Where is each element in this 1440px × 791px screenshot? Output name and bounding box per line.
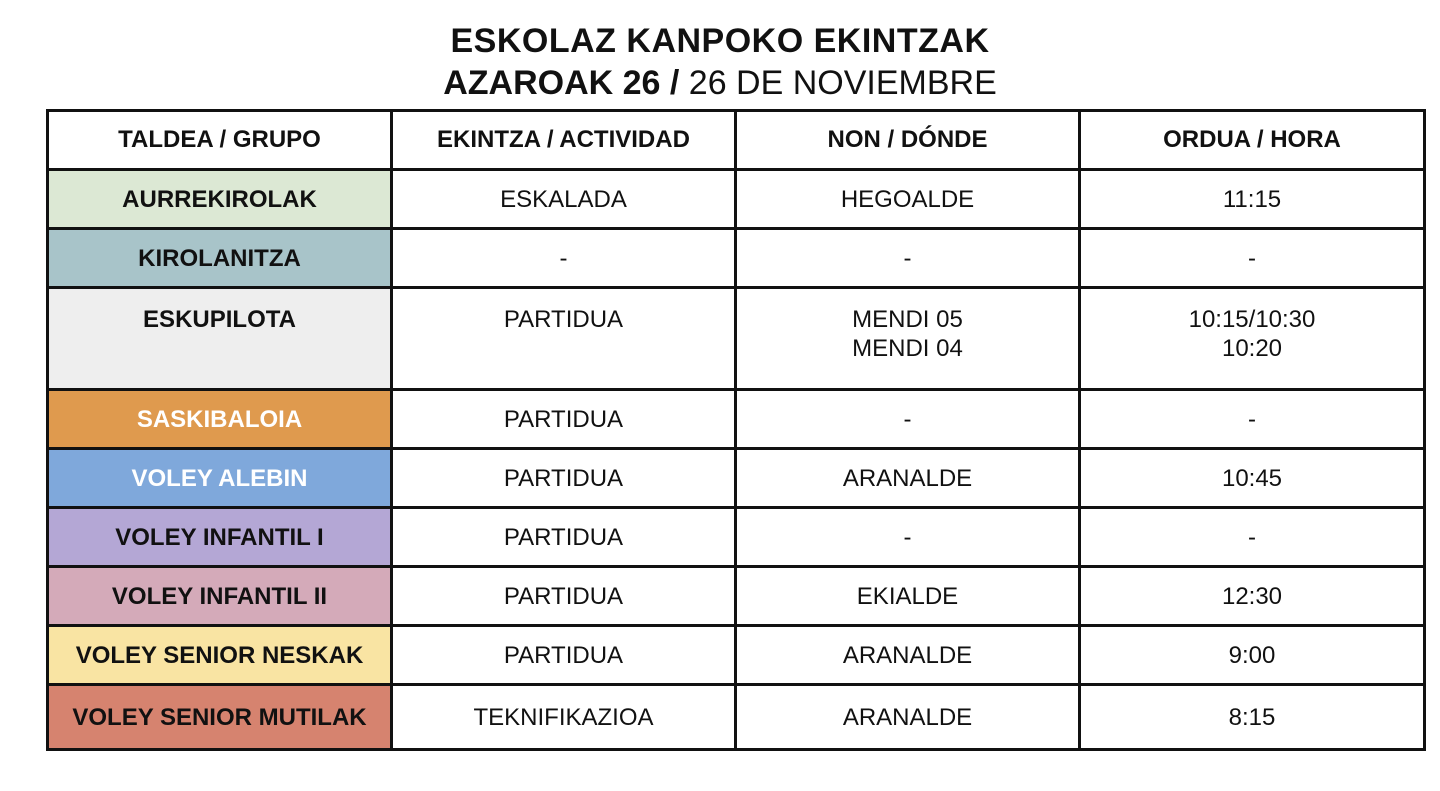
table-row [48,449,1425,508]
activity-cell: TEKNIFIKAZIOA [392,685,736,750]
header-place: NON / DÓNDE [736,111,1080,170]
place-line: - [903,244,912,272]
activity-cell: PARTIDUA [392,288,736,390]
activity-cell: PARTIDUA [392,626,736,685]
activity-cell: PARTIDUA [392,390,736,449]
place-cell [736,626,1080,685]
place-line: HEGOALDE [840,185,975,213]
group-cell: KIROLANITZA [48,229,392,288]
time-line: 10:20 [1221,335,1283,362]
place-cell [736,449,1080,508]
time-cell [1080,626,1425,685]
title-date-spanish: 26 DE NOVIEMBRE [688,64,997,102]
table-row [48,170,1425,229]
activity-cell: PARTIDUA [392,449,736,508]
time-line: 8:15 [1228,703,1276,731]
table-row [48,390,1425,449]
header-activity: EKINTZA / ACTIVIDAD [392,111,736,170]
activity-cell: - [392,229,736,288]
place-line: ARANALDE [842,703,973,731]
table-row [48,567,1425,626]
time-cell [1080,170,1425,229]
place-line: - [903,405,912,433]
header-row [48,111,1425,170]
group-cell: VOLEY ALEBIN [48,449,392,508]
group-cell: ESKUPILOTA [48,288,392,390]
place-cell [736,390,1080,449]
time-line: 10:45 [1221,464,1283,492]
table-row [48,685,1425,750]
time-cell [1080,229,1425,288]
title-date-basque: AZAROAK 26 / [443,64,680,102]
place-line: ARANALDE [842,641,973,669]
time-line: 12:30 [1221,582,1283,610]
schedule-table [46,109,1426,751]
place-cell [736,170,1080,229]
header-time: ORDUA / HORA [1080,111,1425,170]
time-line: - [1248,523,1256,551]
place-cell [736,229,1080,288]
time-cell [1080,685,1425,750]
place-cell [736,288,1080,390]
place-line: - [903,523,912,551]
time-line: 11:15 [1222,185,1282,213]
time-cell [1080,390,1425,449]
time-line: - [1248,244,1256,272]
table-row [48,626,1425,685]
group-cell: VOLEY SENIOR NESKAK [48,626,392,685]
page-title [0,20,1440,104]
activity-cell: ESKALADA [392,170,736,229]
place-line: MENDI 04 [852,335,963,362]
time-cell [1080,449,1425,508]
header-group: TALDEA / GRUPO [48,111,392,170]
title-line-2 [0,62,1440,104]
place-line: ARANALDE [842,464,973,492]
group-cell: AURREKIROLAK [48,170,392,229]
title-line-1: ESKOLAZ KANPOKO EKINTZAK [450,22,990,60]
table-row [48,508,1425,567]
time-cell [1080,508,1425,567]
time-cell [1080,567,1425,626]
time-line: 10:15/10:30 [1188,306,1316,333]
group-cell: SASKIBALOIA [48,390,392,449]
group-cell: VOLEY INFANTIL I [48,508,392,567]
place-cell [736,567,1080,626]
activity-cell: PARTIDUA [392,567,736,626]
place-line: EKIALDE [856,582,959,610]
place-line: MENDI 05 [852,306,963,333]
time-line: - [1248,405,1256,433]
time-cell [1080,288,1425,390]
activity-cell: PARTIDUA [392,508,736,567]
time-line: 9:00 [1228,641,1276,669]
group-cell: VOLEY INFANTIL II [48,567,392,626]
group-cell: VOLEY SENIOR MUTILAK [48,685,392,750]
table-row [48,229,1425,288]
place-cell [736,685,1080,750]
schedule-body [48,170,1425,750]
table-row [48,288,1425,390]
place-cell [736,508,1080,567]
